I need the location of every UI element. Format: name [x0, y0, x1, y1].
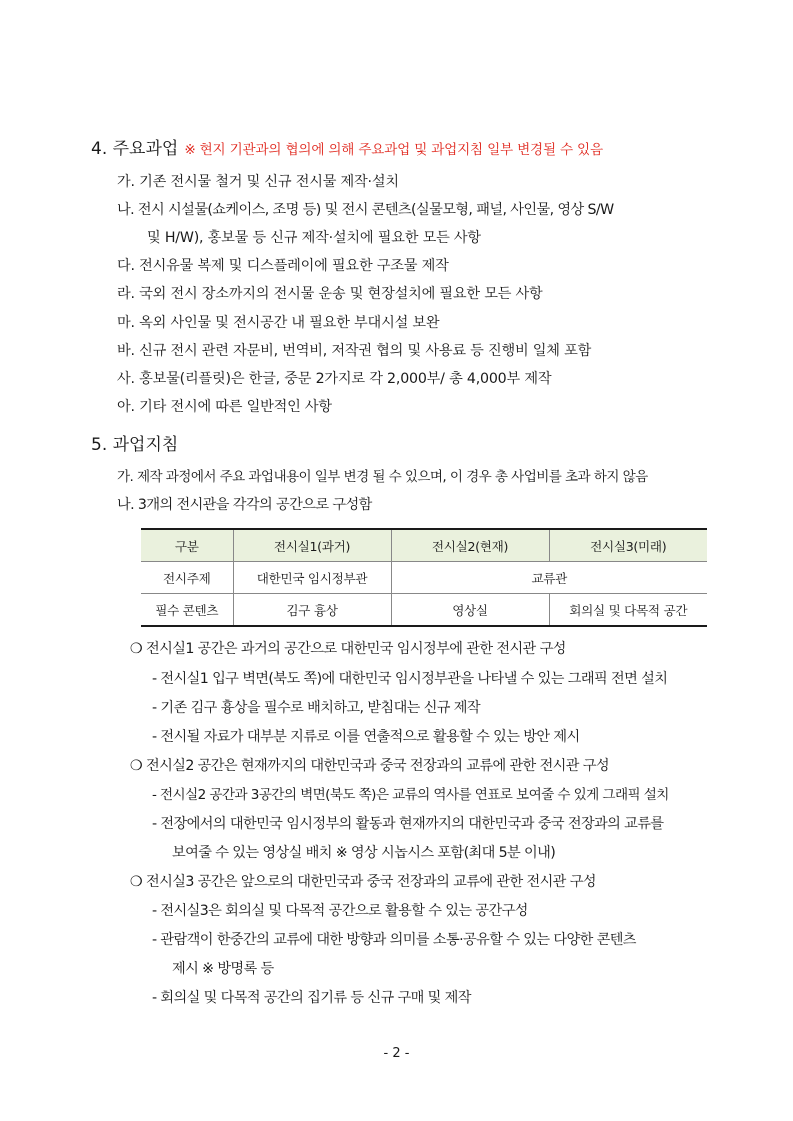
table-row-label: 필수 콘텐츠 — [141, 594, 233, 627]
bullet-room2: ❍ 전시실2 공간은 현재까지의 대한민국과 중국 전장과의 교류에 관한 전시관 구성 — [130, 758, 610, 774]
sub-bullet: - 전시될 자료가 대부분 지류로 이를 연출적으로 활용할 수 있는 방안 제시 — [152, 729, 580, 745]
section-4-item-da: 다. 전시유물 복제 및 디스플레이에 필요한 구조물 제작 — [117, 258, 449, 274]
table-header-cell: 전시실2(현재) — [391, 529, 549, 562]
sub-bullet: - 관람객이 한중간의 교류에 대한 방향과 의미를 소통·공유할 수 있는 다양한 콘텐츠 — [152, 932, 636, 948]
bullet-room3: ❍ 전시실3 공간은 앞으로의 대한민국과 중국 전장과의 교류에 관한 전시관 구성 — [130, 874, 596, 890]
table-header-cell: 구분 — [141, 529, 233, 562]
sub-bullet-cont: 보여줄 수 있는 영상실 배치 ※ 영상 시놉시스 포함(최대 5분 이내) — [172, 845, 556, 861]
section-4-item-sa: 사. 홍보물(리플릿)은 한글, 중문 2가지로 각 2,000부/ 총 4,000부 제작 — [117, 371, 552, 387]
table-row — [141, 562, 707, 594]
table-cell: 김구 흉상 — [233, 594, 391, 627]
sub-bullet: - 전시실2 공간과 3공간의 벽면(북도 쪽)은 교류의 역사를 연표로 보여줄 수 있게 그래픽 설치 — [152, 787, 669, 803]
table-cell: 영상실 — [391, 594, 549, 627]
section-5-item-na: 나. 3개의 전시관을 각각의 공간으로 구성함 — [117, 497, 372, 513]
section-4-item-na-cont: 및 H/W), 홍보물 등 신규 제작·설치에 필요한 모든 사항 — [147, 230, 481, 246]
sub-bullet: - 기존 김구 흉상을 필수로 배치하고, 받침대는 신규 제작 — [152, 700, 481, 716]
section-4-item-ra: 라. 국외 전시 장소까지의 전시물 운송 및 현장설치에 필요한 모든 사항 — [117, 286, 543, 302]
section-4-item-na: 나. 전시 시설물(쇼케이스, 조명 등) 및 전시 콘텐츠(실물모형, 패널, 사인물, 영상 S/W — [117, 202, 614, 218]
section-4-item-ga: 가. 기존 전시물 철거 및 신규 전시물 제작·설치 — [117, 174, 399, 190]
table-header-cell: 전시실1(과거) — [233, 529, 391, 562]
table-row-label: 전시주제 — [141, 562, 233, 594]
page-number: - 2 - — [383, 1046, 410, 1061]
section-4-title: 4. 주요과업 — [91, 139, 179, 159]
sub-bullet: - 전시실1 입구 벽면(북도 쪽)에 대한민국 임시정부관을 나타낼 수 있는 그래픽 전면 설치 — [152, 671, 668, 687]
section-4-note: ※ 현지 기관과의 협의에 의해 주요과업 및 과업지침 일부 변경될 수 있음 — [184, 142, 603, 158]
table-cell: 회의실 및 다목적 공간 — [549, 594, 707, 627]
table-header-cell: 전시실3(미래) — [549, 529, 707, 562]
section-4-heading — [91, 139, 603, 160]
sub-bullet: - 회의실 및 다목적 공간의 집기류 등 신규 구매 및 제작 — [152, 990, 471, 1006]
table-row — [141, 594, 707, 627]
sub-bullet-cont: 제시 ※ 방명록 등 — [172, 961, 274, 977]
table-cell: 교류관 — [391, 562, 707, 594]
section-5-item-ga: 가. 제작 과정에서 주요 과업내용이 일부 변경 될 수 있으며, 이 경우 총 사업비를 초과 하지 않음 — [117, 469, 648, 485]
section-4-item-ba: 바. 신규 전시 관련 자문비, 번역비, 저작권 협의 및 사용료 등 진행비 일체 포함 — [117, 343, 592, 359]
sub-bullet: - 전시실3은 회의실 및 다목적 공간으로 활용할 수 있는 공간구성 — [152, 903, 528, 919]
exhibition-room-table — [141, 528, 707, 627]
section-4-item-ma: 마. 옥외 사인물 및 전시공간 내 필요한 부대시설 보완 — [117, 315, 440, 331]
sub-bullet: - 전장에서의 대한민국 임시정부의 활동과 현재까지의 대한민국과 중국 전장과의 교류를 — [152, 816, 664, 832]
bullet-room1: ❍ 전시실1 공간은 과거의 공간으로 대한민국 임시정부에 관한 전시관 구성 — [130, 641, 566, 657]
table-cell: 대한민국 임시정부관 — [233, 562, 391, 594]
section-4-item-a: 아. 기타 전시에 따른 일반적인 사항 — [117, 399, 332, 415]
section-5-title: 5. 과업지침 — [91, 435, 179, 455]
table-header-row — [141, 529, 707, 562]
